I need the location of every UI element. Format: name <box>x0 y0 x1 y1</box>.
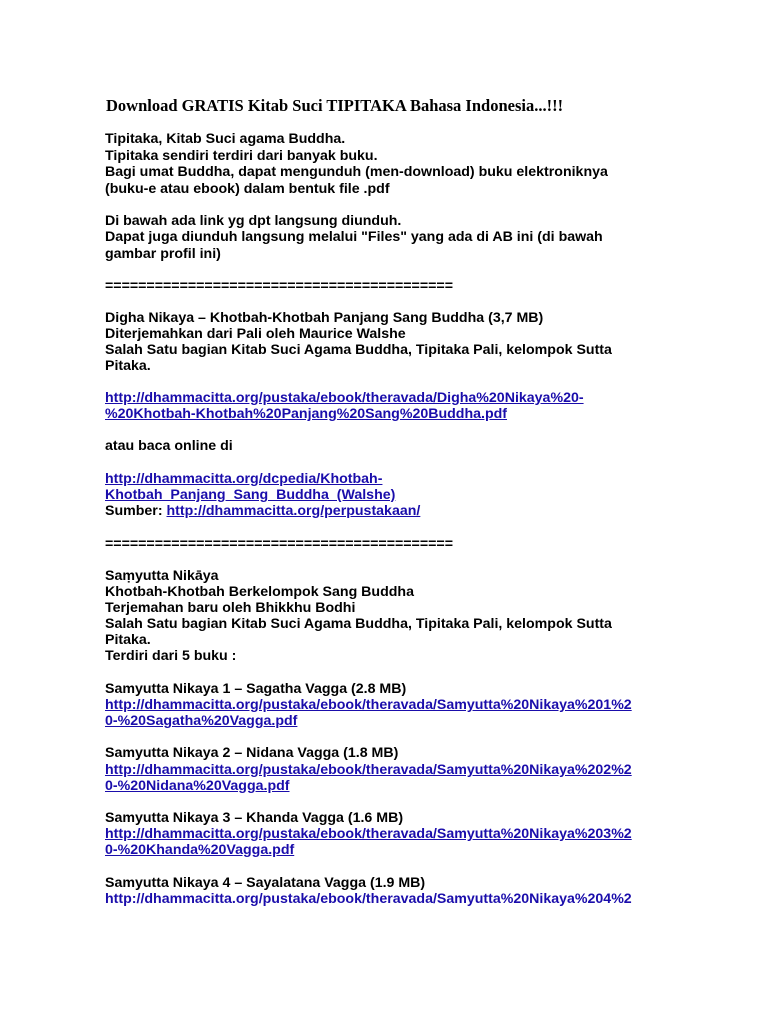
note-line: Di bawah ada link yg dpt langsung diunduh. <box>105 213 402 229</box>
digha-pdf-link[interactable]: http://dhammacitta.org/pustaka/ebook/theravada/Digha%20Nikaya%20- <box>105 390 584 406</box>
source-label: Sumber: <box>105 503 167 519</box>
book-title: Samyutta Nikaya 3 – Khanda Vagga (1.6 MB) <box>105 810 404 826</box>
book-pdf-link[interactable]: 0-%20Khanda%20Vagga.pdf <box>105 842 295 858</box>
digha-online-link[interactable]: Khotbah_Panjang_Sang_Buddha_(Walshe) <box>105 487 396 503</box>
digha-pdf-link[interactable]: %20Khotbah-Khotbah%20Panjang%20Sang%20Buddha.pdf <box>105 406 508 422</box>
digha-translator: Diterjemahkan dari Pali oleh Maurice Walshe <box>105 326 406 342</box>
book-pdf-link[interactable]: http://dhammacitta.org/pustaka/ebook/theravada/Samyutta%20Nikaya%201%2 <box>105 697 632 713</box>
samyutta-description: Pitaka. <box>105 632 151 648</box>
source-link[interactable]: http://dhammacitta.org/perpustakaan/ <box>166 503 421 519</box>
book-pdf-link[interactable]: 0-%20Nidana%20Vagga.pdf <box>105 778 290 794</box>
note-line: Dapat juga diunduh langsung melalui "Files" yang ada di AB ini (di bawah <box>105 229 603 245</box>
digha-online-link[interactable]: http://dhammacitta.org/dcpedia/Khotbah- <box>105 471 383 487</box>
digha-description: Salah Satu bagian Kitab Suci Agama Buddha, Tipitaka Pali, kelompok Sutta <box>105 342 612 358</box>
separator: ========================================== <box>105 278 453 294</box>
book-pdf-link[interactable]: 0-%20Sagatha%20Vagga.pdf <box>105 713 298 729</box>
book-title: Samyutta Nikaya 4 – Sayalatana Vagga (1.9 MB) <box>105 875 426 891</box>
samyutta-translator: Terjemahan baru oleh Bhikkhu Bodhi <box>105 600 356 616</box>
intro-line: Tipitaka, Kitab Suci agama Buddha. <box>105 131 346 147</box>
book-title: Samyutta Nikaya 1 – Sagatha Vagga (2.8 MB) <box>105 681 407 697</box>
digha-description: Pitaka. <box>105 358 151 374</box>
digha-title: Digha Nikaya – Khotbah-Khotbah Panjang Sang Buddha (3,7 MB) <box>105 310 544 326</box>
separator: ========================================== <box>105 536 453 552</box>
read-online-label: atau baca online di <box>105 438 233 454</box>
intro-line: Bagi umat Buddha, dapat mengunduh (men-download) buku elektroniknya <box>105 164 608 180</box>
book-title: Samyutta Nikaya 2 – Nidana Vagga (1.8 MB) <box>105 745 399 761</box>
book-pdf-link[interactable]: http://dhammacitta.org/pustaka/ebook/theravada/Samyutta%20Nikaya%204%2 <box>105 891 632 907</box>
book-pdf-link[interactable]: http://dhammacitta.org/pustaka/ebook/theravada/Samyutta%20Nikaya%202%2 <box>105 762 632 778</box>
book-pdf-link[interactable]: http://dhammacitta.org/pustaka/ebook/theravada/Samyutta%20Nikaya%203%2 <box>105 826 632 842</box>
source-line <box>105 503 420 520</box>
intro-line: (buku-e atau ebook) dalam bentuk file .pdf <box>105 181 390 197</box>
samyutta-description: Salah Satu bagian Kitab Suci Agama Buddha, Tipitaka Pali, kelompok Sutta <box>105 616 612 632</box>
document-title: Download GRATIS Kitab Suci TIPITAKA Bahasa Indonesia...!!! <box>106 96 564 115</box>
note-line: gambar profil ini) <box>105 246 221 262</box>
samyutta-subtitle: Khotbah-Khotbah Berkelompok Sang Buddha <box>105 584 414 600</box>
intro-line: Tipitaka sendiri terdiri dari banyak buku. <box>105 148 378 164</box>
samyutta-book-count: Terdiri dari 5 buku : <box>105 648 237 664</box>
samyutta-title: Saṃyutta Nikāya <box>105 568 219 584</box>
